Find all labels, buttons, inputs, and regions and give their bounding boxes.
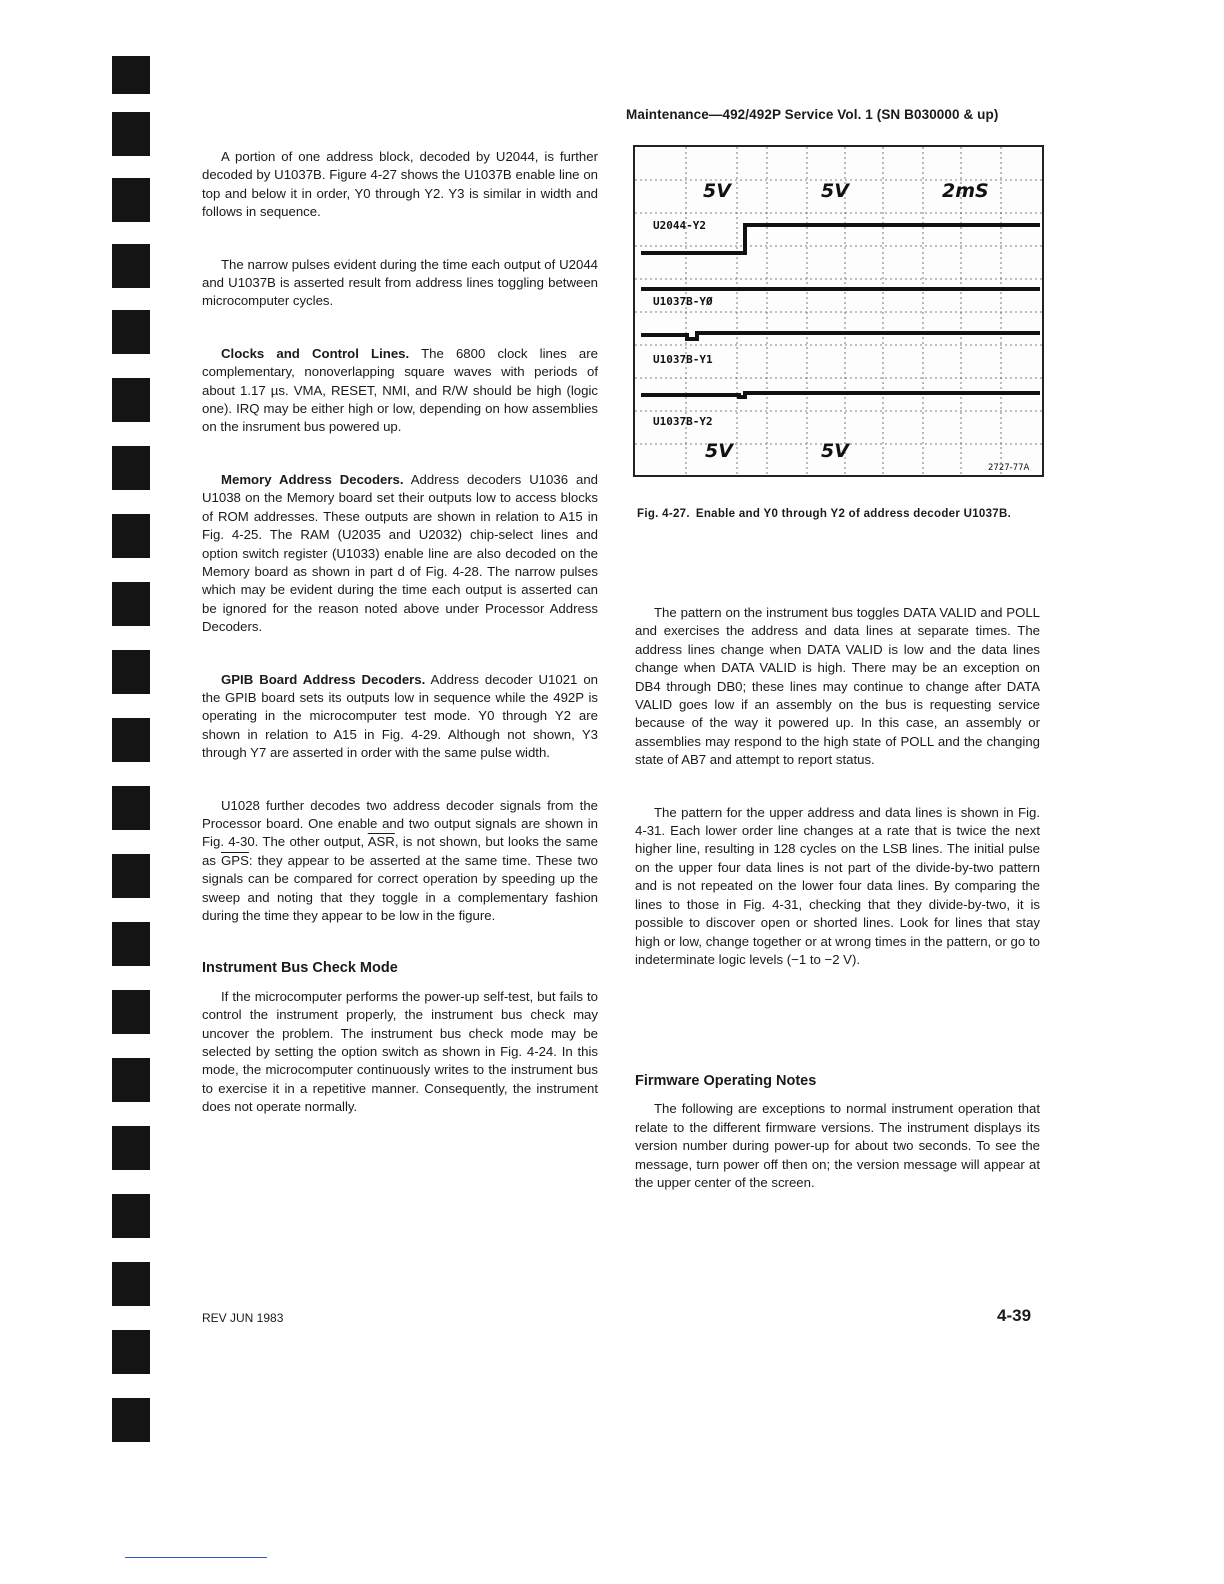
margin-mark xyxy=(112,1126,150,1170)
paragraph-clocks-body: The 6800 clock lines are complementary, nonoverlapping square waves with periods of about 1.17 µs. VMA, RESET, NMI, and R/W should be high (logic one). IRQ may be either high or low, depending on how assemblies on the insrument bus powered up. xyxy=(202,345,598,435)
binding-margin-marks xyxy=(108,52,152,1452)
paragraph-u1028 xyxy=(202,797,598,926)
margin-mark xyxy=(112,582,150,626)
margin-mark xyxy=(112,1262,150,1306)
label-u1037b-y0: U1037B-YØ xyxy=(653,295,713,308)
margin-mark xyxy=(112,244,150,288)
run-in-heading-gpib: GPIB Board Address Decoders. xyxy=(221,671,426,687)
paragraph-clocks xyxy=(202,345,598,437)
trace-u1037b-y1 xyxy=(641,333,1040,339)
paragraph-bus-pattern: The pattern on the instrument bus toggles DATA VALID and POLL and exercises the address and data lines at separate times. The address lines change when DATA VALID is low and the data lines change when DATA VALID is high. There may be an exception on DB4 through DB0; these lines may continue to change after DATA VALID goes low if an assembly on the bus is requesting service because of the way it powered up. In this case, an assembly or assemblies may respond to the high state of POLL and the changing state of AB7 and attempt to report status. xyxy=(635,605,1040,768)
left-column xyxy=(202,148,598,1151)
margin-mark xyxy=(112,112,150,156)
scale-time: 2mS xyxy=(942,180,989,202)
signal-gps: $\overline{GPS}$ xyxy=(221,852,249,868)
scale-bottom-left: 5V xyxy=(705,440,733,462)
label-u1037b-y1: U1037B-Y1 xyxy=(653,353,713,366)
run-in-heading-clocks: Clocks and Control Lines. xyxy=(221,345,410,361)
running-header: Maintenance—492/492P Service Vol. 1 (SN B030000 & up) xyxy=(626,107,999,122)
page-number: 4-39 xyxy=(997,1306,1032,1325)
margin-mark xyxy=(112,1398,150,1442)
margin-mark xyxy=(112,650,150,694)
margin-mark xyxy=(112,990,150,1034)
margin-mark xyxy=(112,378,150,422)
paragraph-gpib-body: Address decoder U1021 on the GPIB board sets its outputs low in sequence while the 492P is operating in the microcomputer test mode. Y0 through Y2 are shown in relation to A15 in Fig. 4-29. Although not shown, Y3 through Y7 are asserted in order with the same pulse width. xyxy=(202,671,598,761)
paragraph-memory-body: Address decoders U1036 and U1038 on the Memory board set their outputs low to access blocks of ROM addresses. These outputs are shown in relation to A15 in Fig. 4-25. The RAM (U2035 and U2032) chip-select lines and option switch register (U1033) enable line are also decoded on the Memory board as shown in part d of Fig. 4-28. The narrow pulses which may be evident during the time each output is asserted can be ignored for the reason noted above under Processor Address Decoders. xyxy=(202,471,598,635)
figure-code: 2727-77A xyxy=(988,463,1030,473)
label-u2044-y2: U2044-Y2 xyxy=(653,219,706,232)
paragraph-u1028-part-c: : they appear to be asserted at the same time. These two signals can be compared for correct operation by speeding up the sweep and noting that they toggle in a complementary fashion during the time they appear to be low in the figure. xyxy=(202,852,598,923)
revision-date: REV JUN 1983 xyxy=(202,1311,284,1325)
waveform-traces xyxy=(641,225,1040,397)
margin-mark xyxy=(112,310,150,354)
scale-top-mid: 5V xyxy=(821,180,849,202)
margin-mark xyxy=(112,1194,150,1238)
paragraph-u1028-part-b: , is not shown, but looks the same as xyxy=(202,834,598,868)
figure-caption-text: Enable and Y0 through Y2 of address decoder U1037B. xyxy=(695,508,1012,520)
figure-number: Fig. 4-27. xyxy=(637,508,690,520)
run-in-heading-memory: Memory Address Decoders. xyxy=(221,471,404,487)
paragraph-upper-lines: The pattern for the upper address and data lines is shown in Fig. 4-31. Each lower order line changes at a rate that is twice the next higher line, resulting in 128 cycles on the LSB lines. The initial pulse on the upper four data lines is not part of the divide-by-two pattern and is not repeated on the lower four data lines. By comparing the lines to those in Fig. 4-31, checking that they divide-by-two, it is possible to discover open or shorted lines. Look for lines that stay high or low, change together or at wrong times in the pattern, or go to indeterminate logic levels (−1 to −2 V). xyxy=(635,804,1040,967)
margin-mark xyxy=(112,446,150,490)
paragraph-firmware: The following are exceptions to normal instrument operation that relate to the different firmware versions. The instrument displays its version number during power-up for about two seconds. To see the message, turn power off then on; the version message will appear at the upper center of the screen. xyxy=(635,1101,1040,1191)
margin-mark xyxy=(112,56,150,94)
scale-top-left: 5V xyxy=(703,180,731,202)
scope-graticule-svg xyxy=(635,147,1042,475)
margin-mark xyxy=(112,514,150,558)
paragraph-gpib-decoders xyxy=(202,671,598,763)
bottom-rule xyxy=(125,1557,267,1558)
heading-firmware-notes: Firmware Operating Notes xyxy=(635,1073,817,1089)
heading-instrument-bus-check: Instrument Bus Check Mode xyxy=(202,960,398,977)
scale-bottom-mid: 5V xyxy=(821,440,849,462)
right-column-bottom xyxy=(635,1072,1040,1210)
margin-mark xyxy=(112,1330,150,1374)
paragraph-bus-check: If the microcomputer performs the power-up self-test, but fails to control the instrument properly, the instrument bus check may uncover the problem. The instrument bus check mode may be selected by setting the option switch as shown in Fig. 4-24. In this mode, the microcomputer continuously writes to the instrument bus to exercise it in a repetitive manner. Consequently, the instrument does not operate normally. xyxy=(202,988,598,1115)
figure-caption xyxy=(637,507,1042,522)
margin-mark xyxy=(112,718,150,762)
signal-asr: $\overline{ASR}$ xyxy=(367,834,395,850)
right-column-top xyxy=(635,604,1040,1003)
paragraph-address-block: A portion of one address block, decoded by U2044, is further decoded by U1037B. Figure 4-27 shows the U1037B enable line on top and below it in order, Y0 through Y2. Y3 is similar in width and follows in sequence. xyxy=(202,149,598,220)
trace-u1037b-y2 xyxy=(641,393,1040,397)
paragraph-narrow-pulses: The narrow pulses evident during the time each output of U2044 and U1037B is asserted result from address lines toggling between microcomputer cycles. xyxy=(202,256,598,309)
label-u1037b-y2: U1037B-Y2 xyxy=(653,415,713,428)
margin-mark xyxy=(112,1058,150,1102)
margin-mark xyxy=(112,854,150,898)
margin-mark xyxy=(112,786,150,830)
figure-4-27-scope-display xyxy=(633,145,1044,477)
margin-mark xyxy=(112,178,150,222)
paragraph-u1028-part-a: U1028 further decodes two address decoder signals from the Processor board. One enable and two output signals are shown in Fig. 4-30. The other output, xyxy=(202,797,598,850)
margin-mark xyxy=(112,922,150,966)
paragraph-memory-decoders xyxy=(202,471,598,637)
